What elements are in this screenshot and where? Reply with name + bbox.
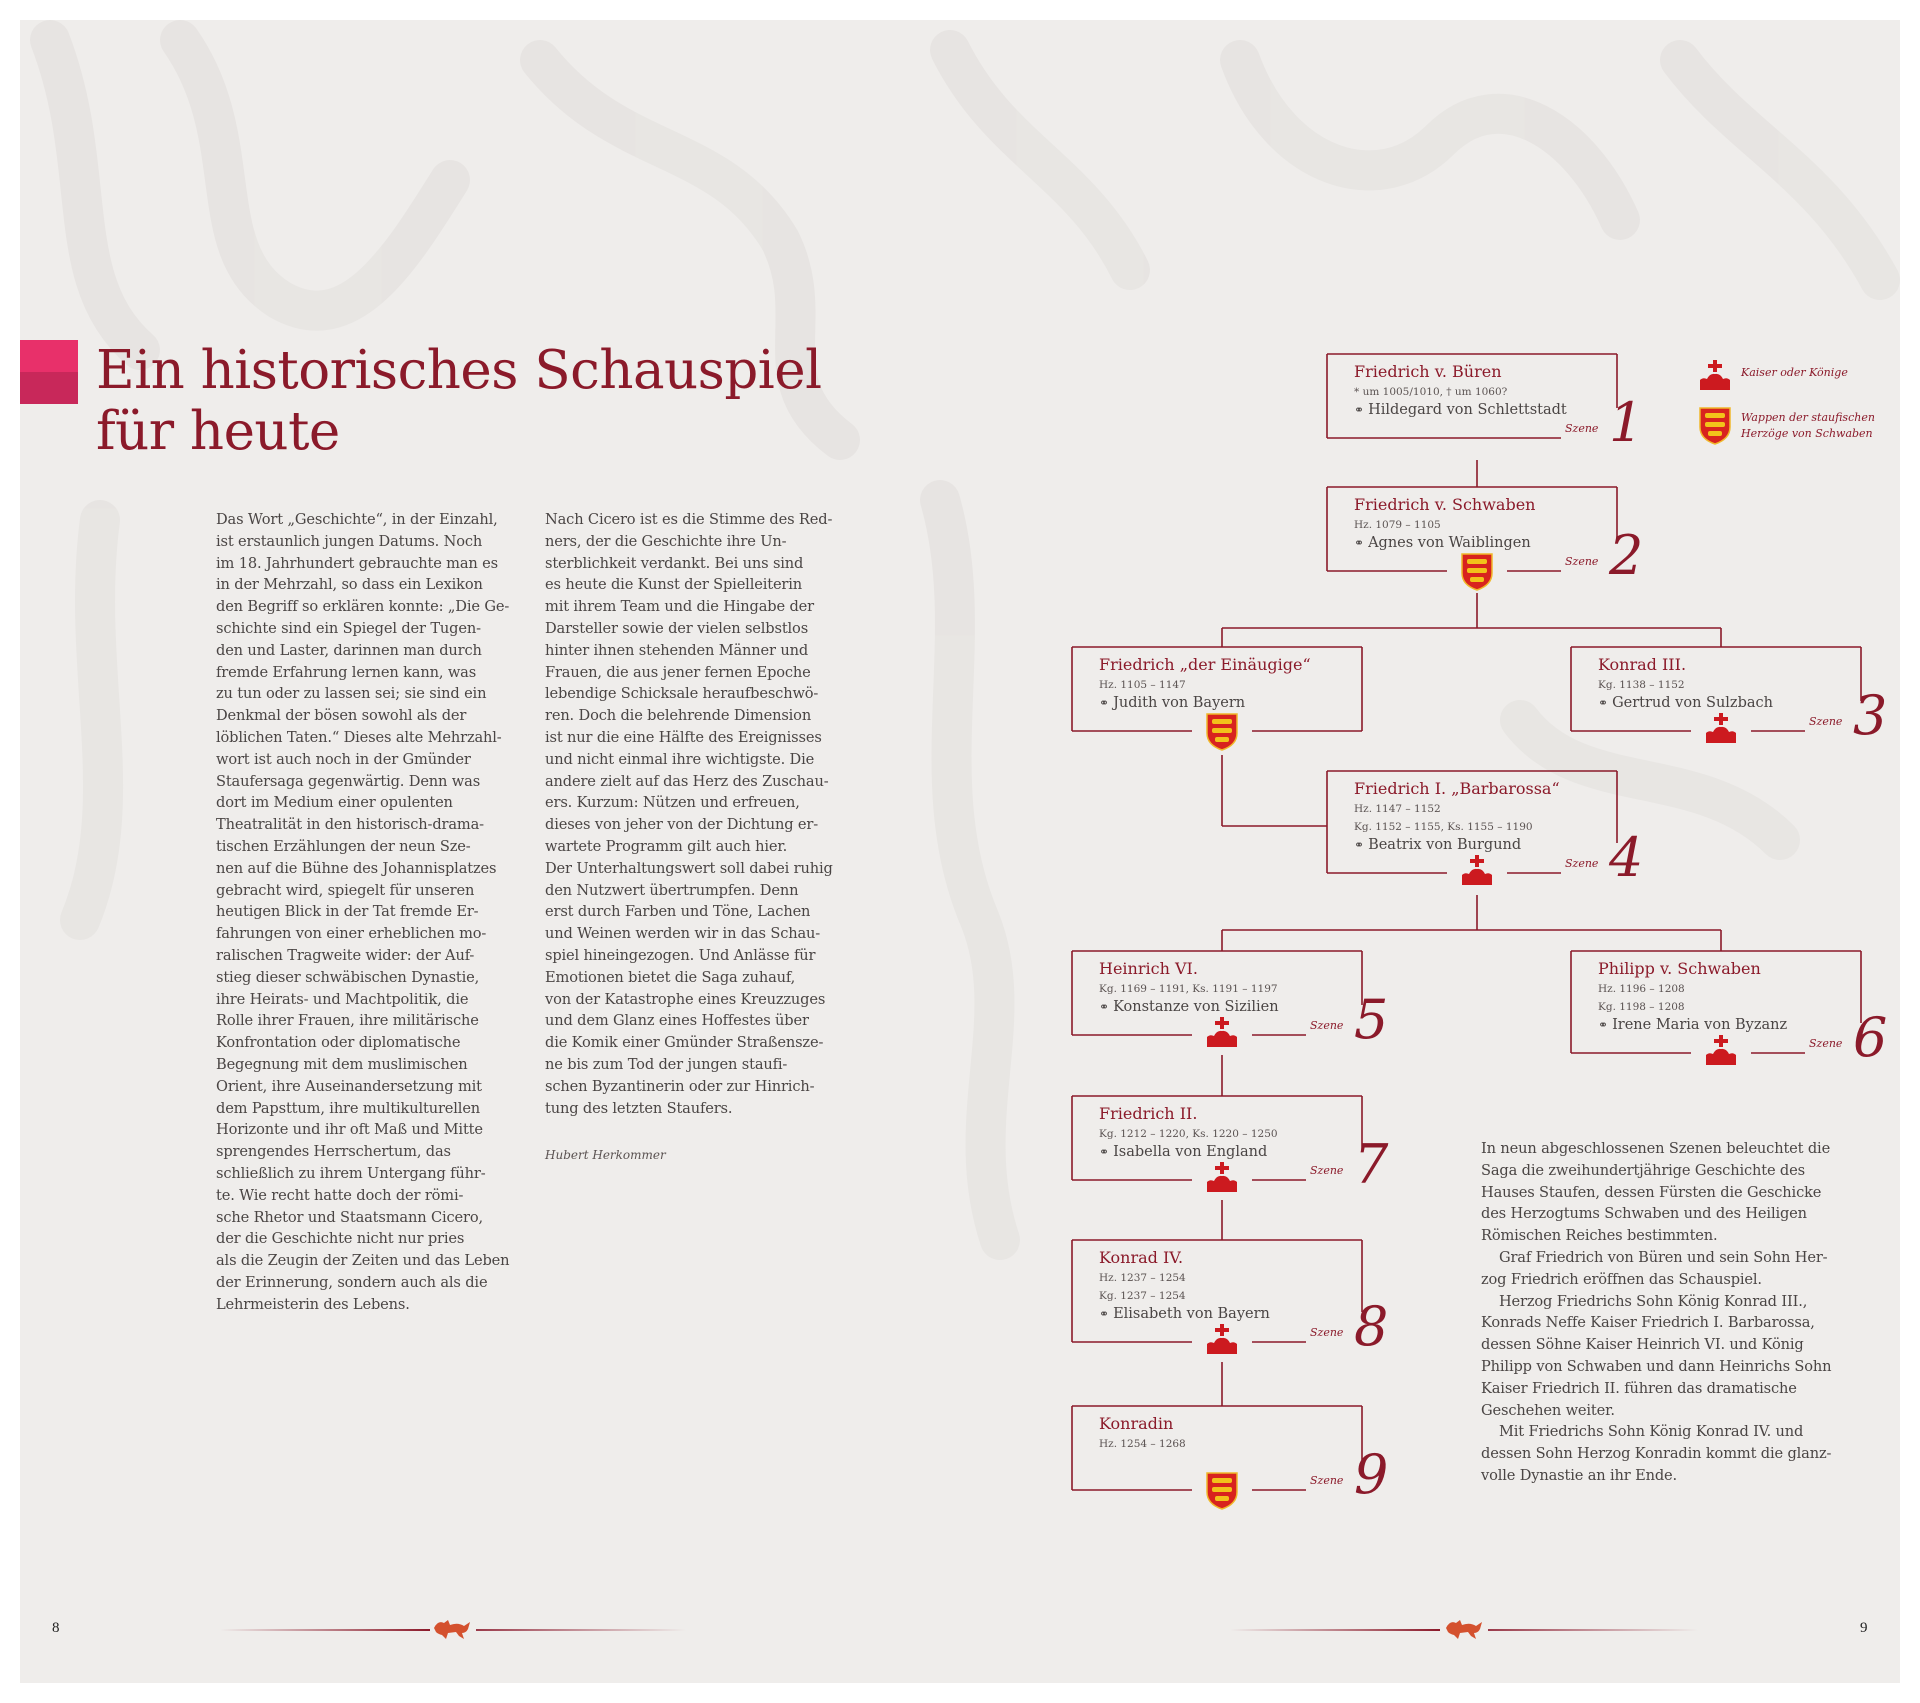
- reign-dates: Kg. 1212 – 1220, Ks. 1220 – 1250: [1099, 1128, 1278, 1140]
- scene-number: 8: [1354, 1295, 1389, 1358]
- scene-label: Szene: [1809, 1037, 1843, 1050]
- reign-dates: Hz. 1254 – 1268: [1099, 1438, 1186, 1450]
- crown-icon: [1699, 360, 1731, 392]
- spouse: [1598, 695, 1773, 711]
- page-number-left: 8: [52, 1620, 60, 1636]
- spouse: [1099, 1144, 1267, 1160]
- shield-icon: [1699, 407, 1731, 445]
- spouse-name: Beatrix von Burgund: [1368, 837, 1522, 853]
- marriage-rings-icon: ⚭: [1099, 1145, 1110, 1159]
- scene-label: Szene: [1565, 857, 1599, 870]
- marriage-rings-icon: ⚭: [1598, 696, 1609, 710]
- person-name: Friedrich II.: [1099, 1104, 1198, 1123]
- footer-rule: [1488, 1629, 1698, 1631]
- crown-icon: [1705, 713, 1737, 745]
- scene-label: Szene: [1310, 1474, 1344, 1487]
- reign-dates: Kg. 1237 – 1254: [1099, 1290, 1186, 1302]
- crown-icon: [1461, 855, 1493, 887]
- reign-dates: Kg. 1198 – 1208: [1598, 1001, 1685, 1013]
- essay-column-2: Nach Cicero ist es die Stimme des Red- ners, der die Geschichte ihre Un- sterblichkeit verdankt. Bei uns sind es heute die Kunst der Spielleiterin mit ihrem Team und die Hingabe der Darsteller sowie der vielen selbstlos hinter ihnen stehenden Männer und Frauen, die aus jener fernen Epoche lebendige Schicksale heraufbeschwö- ren. Doch die belehrende Dimension ist nur die eine Hälfte des Ereignisses und nicht einmal ihre wichtigste. Die andere zielt auf das Herz des Zuschau- ers. Kurzum: Nützen und erfreuen, dieses von jeher von der Dichtung er- wartete Programm gilt auch hier. Der Unterhaltungswert soll dabei ruhig den Nutzwert übertrumpfen. Denn erst durch Farben und Töne, Lachen und Weinen werden wir in das Schau- spiel hineingezogen. Und Anlässe für Emotionen bietet die Saga zuhauf, von der Katastrophe eines Kreuzzuges und dem Glanz eines Hoffestes über die Komik einer Gmünder Straßensze- ne bis zum Tod der jungen staufi- schen Byzantinerin oder zur Hinrich- tung des letzten Staufers.: [545, 511, 833, 1117]
- summary-text: In neun abgeschlossenen Szenen beleuchtet die Saga die zweihundertjährige Geschichte des Hauses Staufen, dessen Fürsten die Geschicke des Herzogtums Schwaben und des Heiligen Römischen Reiches bestimmten. Graf Friedrich von Büren und sein Sohn Her- zog Friedrich eröffnen das Schauspiel. Herzog Friedrichs Sohn König Konrad III., Konrads Neffe Kaiser Friedrich I. Barbarossa, dessen Söhne Kaiser Heinrich VI. und König Philipp von Schwaben und dann Heinrichs Sohn Kaiser Friedrich II. führen das dramatische Geschehen weiter. Mit Friedrichs Sohn König Konrad IV. und dessen Sohn Herzog Konradin kommt die glanz- volle Dynastie an ihr Ende.: [1481, 1140, 1832, 1484]
- reign-dates: Hz. 1105 – 1147: [1099, 679, 1186, 691]
- spouse-name: Irene Maria von Byzanz: [1612, 1017, 1788, 1033]
- shield-icon: [1206, 1472, 1238, 1510]
- reign-dates: Kg. 1169 – 1191, Ks. 1191 – 1197: [1099, 983, 1278, 995]
- person-name: Konradin: [1099, 1414, 1174, 1433]
- reign-dates: Hz. 1237 – 1254: [1099, 1272, 1186, 1284]
- reign-dates: Hz. 1147 – 1152: [1354, 803, 1441, 815]
- crown-icon: [1705, 1035, 1737, 1067]
- person-name: Friedrich I. „Barbarossa“: [1354, 779, 1560, 798]
- scene-number: 4: [1609, 826, 1644, 889]
- legend-crown-label: Kaiser oder Könige: [1741, 366, 1848, 379]
- spouse-name: Judith von Bayern: [1113, 695, 1246, 711]
- scene-number: 6: [1853, 1006, 1888, 1069]
- crown-icon: [1206, 1017, 1238, 1049]
- scene-number: 9: [1354, 1443, 1389, 1506]
- marriage-rings-icon: ⚭: [1099, 696, 1110, 710]
- person-name: Friedrich „der Einäugige“: [1099, 655, 1311, 674]
- spouse: [1354, 837, 1521, 853]
- lion-icon: [1444, 1618, 1484, 1640]
- spouse: [1099, 999, 1279, 1015]
- title-line-1: Ein historisches Schauspiel: [96, 340, 822, 401]
- footer-rule: [220, 1629, 430, 1631]
- person-name: Friedrich v. Büren: [1354, 362, 1502, 381]
- spouse-name: Hildegard von Schlettstadt: [1368, 402, 1567, 418]
- reign-dates: * um 1005/1010, † um 1060?: [1354, 386, 1508, 398]
- scene-label: Szene: [1565, 422, 1599, 435]
- scene-label: Szene: [1310, 1326, 1344, 1339]
- person-name: Konrad IV.: [1099, 1248, 1184, 1267]
- essay-column-1: Das Wort „Geschichte“, in der Einzahl, ist erstaunlich jungen Datums. Noch im 18. Jahrhundert gebrauchte man es in der Mehrzahl, so dass ein Lexikon den Begriff so erklären konnte: „Die Ge- schichte sind ein Spiegel der Tugen- den und Laster, darinnen man durch fremde Erfahrung lernen kann, was zu tun oder zu lassen sei; sie sind ein Denkmal der bösen sowohl als der löblichen Taten.“ Dieses alte Mehrzahl- wort ist auch noch in der Gmünder Staufersaga gegenwärtig. Denn was dort im Medium einer opulenten Theatralität in den historisch-drama- tischen Erzählungen der neun Sze- nen auf die Bühne des Johannisplatzes gebracht wird, spiegelt für unseren heutigen Blick in der Tat fremde Er- fahrungen von einer erheblichen mo- ralischen Tragweite wider: der Auf- stieg dieser schwäbischen Dynastie, ihre Heirats- und Machtpolitik, die Rolle ihrer Frauen, ihre militärische Konfrontation oder diplomatische Begegnung mit dem muslimischen Orient, ihre Auseinandersetzung mit dem Papsttum, ihre multikulturellen Horizonte und ihr oft Maß und Mitte sprengendes Herrschertum, das schließlich zu ihrem Untergang führ- te. Wie recht hatte doch der römi- sche Rhetor und Staatsmann Cicero, der die Geschichte nicht nur pries als die Zeugin der Zeiten und das Leben der Erinnerung, sondern auch als die Lehrmeisterin des Lebens.: [216, 511, 510, 1313]
- person-name: Philipp v. Schwaben: [1598, 959, 1761, 978]
- person-name: Konrad III.: [1598, 655, 1687, 674]
- scene-number: 1: [1609, 391, 1644, 454]
- book-spread: [20, 20, 1900, 1683]
- spouse: [1354, 402, 1567, 418]
- crown-icon: [1206, 1324, 1238, 1356]
- spouse-name: Elisabeth von Bayern: [1113, 1306, 1270, 1322]
- marriage-rings-icon: ⚭: [1598, 1018, 1609, 1032]
- reign-dates: Hz. 1079 – 1105: [1354, 519, 1441, 531]
- marriage-rings-icon: ⚭: [1099, 1000, 1110, 1014]
- scene-label: Szene: [1809, 715, 1843, 728]
- page-number-right: 9: [1860, 1620, 1868, 1636]
- title-line-2: für heute: [96, 401, 340, 462]
- lion-icon: [432, 1618, 472, 1640]
- reign-dates: Kg. 1138 – 1152: [1598, 679, 1685, 691]
- reign-dates: Hz. 1196 – 1208: [1598, 983, 1685, 995]
- marriage-rings-icon: ⚭: [1354, 403, 1365, 417]
- spouse-name: Agnes von Waiblingen: [1368, 535, 1531, 551]
- person-name: Friedrich v. Schwaben: [1354, 495, 1536, 514]
- marriage-rings-icon: ⚭: [1354, 838, 1365, 852]
- scene-number: 5: [1354, 988, 1389, 1051]
- reign-dates: Kg. 1152 – 1155, Ks. 1155 – 1190: [1354, 821, 1533, 833]
- footer-rule: [1230, 1629, 1440, 1631]
- scene-label: Szene: [1310, 1019, 1344, 1032]
- scene-number: 3: [1853, 684, 1888, 747]
- scene-number: 7: [1354, 1133, 1389, 1196]
- spouse-name: Konstanze von Sizilien: [1113, 999, 1279, 1015]
- author-signature: Hubert Herkommer: [545, 1148, 666, 1162]
- spouse-name: Isabella von England: [1113, 1144, 1268, 1160]
- legend-shield-label: Wappen der staufischen Herzöge von Schwaben: [1741, 411, 1875, 440]
- spouse: [1099, 695, 1245, 711]
- shield-icon: [1206, 713, 1238, 751]
- marriage-rings-icon: ⚭: [1354, 536, 1365, 550]
- crown-icon: [1206, 1162, 1238, 1194]
- scene-label: Szene: [1565, 555, 1599, 568]
- spouse: [1598, 1017, 1787, 1033]
- marriage-rings-icon: ⚭: [1099, 1307, 1110, 1321]
- person-name: Heinrich VI.: [1099, 959, 1198, 978]
- spouse: [1354, 535, 1531, 551]
- scene-label: Szene: [1310, 1164, 1344, 1177]
- footer-rule: [476, 1629, 686, 1631]
- shield-icon: [1461, 553, 1493, 591]
- scene-number: 2: [1609, 524, 1644, 587]
- spouse: [1099, 1306, 1270, 1322]
- spouse-name: Gertrud von Sulzbach: [1612, 695, 1773, 711]
